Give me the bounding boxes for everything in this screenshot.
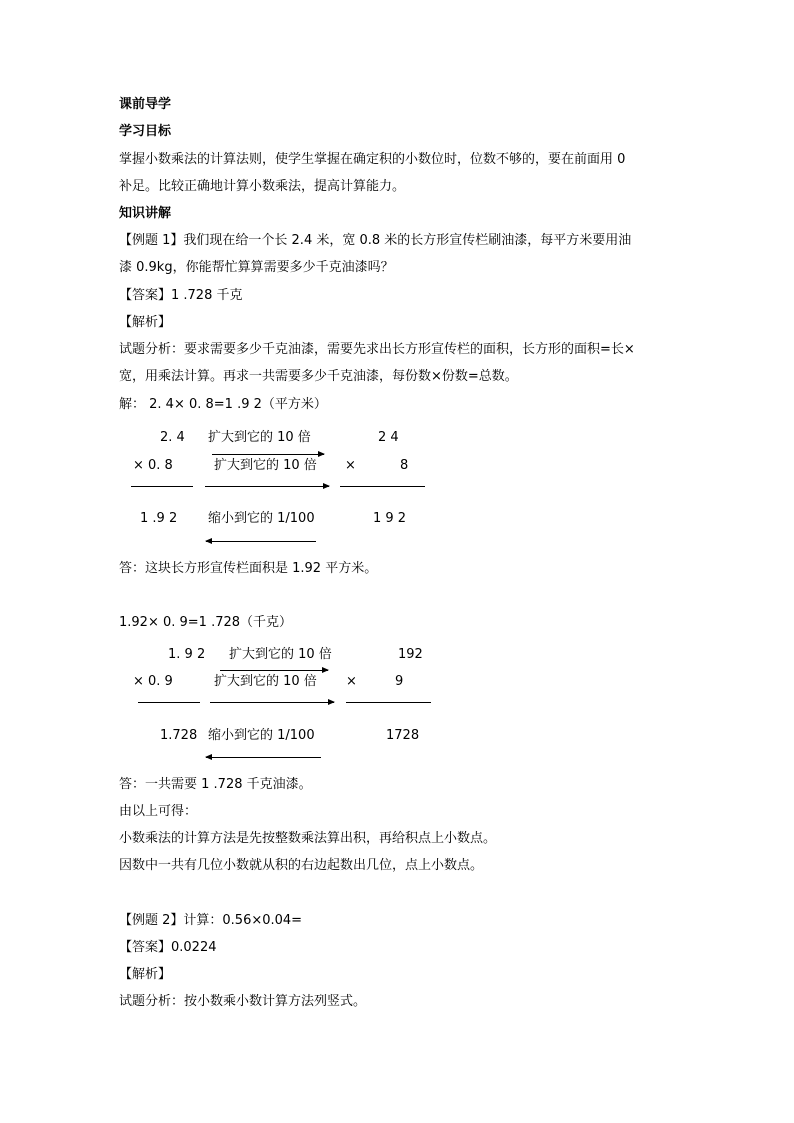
calc2-shrink-arrow	[206, 757, 321, 758]
calc1-right-multiply-sign: ×	[345, 458, 356, 473]
conclusion-line-2: 小数乘法的计算方法是先按整数乘法算出积，再给积点上小数点。	[119, 831, 497, 846]
calc1-expand-label-1: 扩大到它的 10 倍	[208, 430, 311, 445]
example1-solution-2: 1.92× 0. 9=1 .728（千克）	[119, 615, 293, 630]
calc1-shrink-label: 缩小到它的 1/100	[208, 511, 315, 526]
calc1-expand-label-2: 扩大到它的 10 倍	[214, 458, 317, 473]
section-title: 课前导学	[119, 97, 172, 112]
example1-analysis-label: 【解析】	[119, 315, 172, 330]
knowledge-heading: 知识讲解	[119, 206, 172, 221]
example1-answer: 【答案】1 .728 千克	[119, 288, 243, 303]
calc2-left-top: 1. 9 2	[168, 647, 206, 662]
calc2-left-multiplier: × 0. 9	[133, 674, 173, 689]
example1-reply-2: 答：一共需要 1 .728 千克油漆。	[119, 777, 312, 792]
calc1-expand-arrow-2	[205, 486, 329, 487]
conclusion-line-3: 因数中一共有几位小数就从积的右边起数出几位，点上小数点。	[119, 858, 484, 873]
calc1-shrink-arrow	[206, 541, 316, 542]
conclusion-line-1: 由以上可得：	[119, 804, 198, 819]
calc2-expand-arrow-1	[220, 670, 328, 671]
calc2-shrink-label: 缩小到它的 1/100	[208, 728, 315, 743]
example1-solution-1: 解： 2. 4× 0. 8=1 .9 2（平方米）	[119, 397, 327, 412]
calc2-expand-label-2: 扩大到它的 10 倍	[214, 674, 317, 689]
example2-analysis-label: 【解析】	[119, 967, 172, 982]
example2-question: 【例题 2】计算：0.56×0.04=	[119, 913, 303, 928]
calc1-left-top: 2. 4	[160, 430, 185, 445]
objective-text-line-1: 掌握小数乘法的计算法则，使学生掌握在确定积的小数位时，位数不够的，要在前面用 0	[119, 152, 626, 167]
calc1-right-multiplier: 8	[400, 458, 409, 473]
calc2-expand-arrow-2	[210, 702, 334, 703]
calc1-left-rule	[131, 486, 193, 487]
example1-analysis-line-1: 试题分析：要求需要多少千克油漆，需要先求出长方形宣传栏的面积，长方形的面积=长×	[119, 342, 635, 357]
calc1-right-result: 1 9 2	[373, 511, 407, 526]
calc2-right-result: 1728	[386, 728, 420, 743]
calc1-right-top: 2 4	[378, 430, 399, 445]
calc2-left-result: 1.728	[160, 728, 198, 743]
calc2-right-multiplier: 9	[395, 674, 404, 689]
calc1-right-rule	[340, 486, 425, 487]
calc2-expand-label-1: 扩大到它的 10 倍	[229, 647, 332, 662]
calc1-expand-arrow-1	[212, 454, 324, 455]
calc1-left-multiplier: × 0. 8	[133, 458, 173, 473]
calc2-left-rule	[138, 702, 200, 703]
objective-text-line-2: 补足。比较正确地计算小数乘法，提高计算能力。	[119, 179, 406, 194]
calc1-left-result: 1 .9 2	[140, 511, 178, 526]
objective-heading: 学习目标	[119, 124, 172, 139]
example1-analysis-line-2: 宽，用乘法计算。再求一共需要多少千克油漆，每份数×份数=总数。	[119, 369, 518, 384]
calc2-right-top: 192	[398, 647, 423, 662]
calc2-right-multiply-sign: ×	[346, 674, 357, 689]
example2-answer: 【答案】0.0224	[119, 940, 217, 955]
example1-question-line-2: 漆 0.9kg，你能帮忙算算需要多少千克油漆吗？	[119, 260, 394, 275]
example1-question-line-1: 【例题 1】我们现在给一个长 2.4 米，宽 0.8 米的长方形宣传栏刷油漆，每平方米要用油	[119, 233, 632, 248]
example1-reply-1: 答：这块长方形宣传栏面积是 1.92 平方米。	[119, 561, 378, 576]
example2-analysis: 试题分析：按小数乘小数计算方法列竖式。	[119, 994, 367, 1009]
calc2-right-rule	[346, 702, 431, 703]
